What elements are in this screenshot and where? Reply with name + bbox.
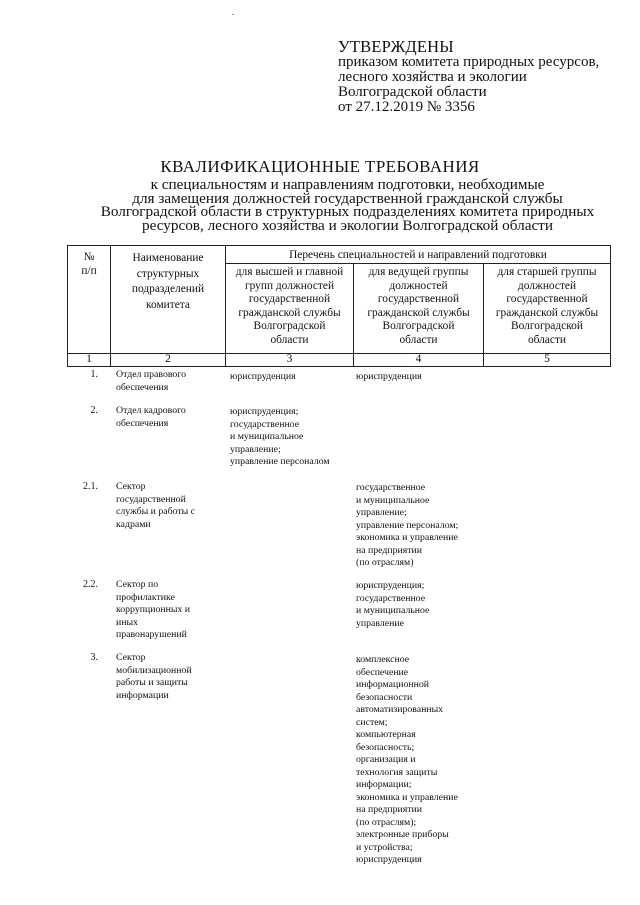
cell-line: технология защиты: [356, 766, 438, 778]
header-text: комитета: [146, 298, 190, 311]
header-text: государственной: [248, 293, 331, 305]
header-text: Волгоградской: [511, 320, 583, 332]
cell-line: на предприятии: [356, 804, 423, 815]
document-title: КВАЛИФИКАЦИОННЫЕ ТРЕБОВАНИЯ: [160, 157, 480, 176]
header-text: Волгоградской: [382, 320, 455, 332]
cell-line: и муниципальное: [356, 494, 430, 506]
cell-line: компьютерная: [356, 729, 416, 740]
row-name: [116, 579, 224, 642]
header-col5: [484, 266, 610, 347]
approval-line: Волгоградской области: [338, 84, 487, 100]
cell-line: государственное: [230, 418, 300, 430]
cell-line: безопасности: [356, 691, 413, 703]
cell-line: Сектор: [116, 652, 146, 663]
cell-line: и муниципальное: [356, 605, 430, 616]
approval-line: от 27.12.2019 № 3356: [338, 99, 475, 115]
cell-line: электронные приборы: [356, 829, 449, 840]
cell-line: Отдел кадрового: [116, 405, 186, 416]
cell-line: коррупционных и: [116, 604, 191, 615]
header-col4: [354, 266, 483, 347]
column-number: 5: [544, 353, 550, 365]
header-text: групп должностей: [244, 279, 335, 292]
cell-line: управление персоналом;: [356, 519, 459, 531]
cell-line: (по отраслям);: [356, 816, 417, 828]
cell-line: мобилизационной: [116, 664, 192, 676]
column-number: 1: [86, 353, 92, 365]
cell-line: юриспруденция;: [356, 580, 425, 591]
table-top-border: [67, 245, 610, 246]
table-right-border: [610, 245, 611, 367]
cell-line: безопасность;: [356, 741, 415, 753]
row-name: [116, 405, 224, 430]
header-text: для ведущей группы: [368, 266, 469, 278]
cell-line: государственное: [356, 482, 426, 493]
row-name: [116, 652, 224, 702]
cell-line: обеспечения: [116, 381, 169, 393]
cell-line: Сектор: [116, 481, 146, 492]
cell-line: юриспруденция: [356, 854, 422, 865]
cell-line: управление;: [356, 507, 407, 518]
subtitle-line: для замещения должностей государственной гражданской службы: [132, 189, 563, 207]
column-number: 3: [286, 353, 293, 365]
row-col4: [356, 371, 482, 384]
row-name: [116, 481, 224, 531]
row-name: [116, 369, 224, 394]
header-text: структурных: [136, 267, 200, 280]
cell-line: профилактике: [116, 591, 175, 603]
row-col3: [230, 406, 352, 469]
header-text: подразделений: [131, 283, 205, 295]
cell-line: юриспруденция: [356, 371, 422, 382]
row-number: 3.: [90, 652, 98, 663]
header-text: государственной: [506, 293, 588, 305]
cell-line: управление: [356, 617, 404, 629]
row-number: 2.2.: [83, 579, 98, 590]
cell-line: автоматизированных: [356, 704, 444, 715]
cell-line: экономика и управление: [356, 791, 458, 803]
header-col3: [226, 266, 353, 347]
column-number: 4: [415, 353, 422, 365]
cell-line: обеспечение: [356, 666, 409, 678]
row-col4: [356, 482, 482, 570]
cell-line: Сектор по: [116, 579, 159, 590]
cell-line: государственное: [356, 592, 426, 604]
cell-line: комплексное: [356, 654, 410, 665]
cell-line: и муниципальное: [230, 431, 304, 442]
header-text: Волгоградской: [253, 320, 326, 332]
cell-line: обеспечения: [116, 417, 169, 429]
cell-line: Отдел правового: [116, 369, 186, 380]
cell-line: государственной: [116, 493, 186, 505]
header-text: №: [83, 251, 95, 263]
document-subtitle: [80, 178, 615, 232]
subtitle-line: ресурсов, лесного хозяйства и экологии Волгоградской области: [142, 216, 553, 234]
header-number: [68, 251, 110, 278]
cell-line: правонарушений: [116, 629, 187, 640]
header-text: должностей: [389, 279, 448, 292]
cell-line: юриспруденция;: [230, 406, 299, 417]
header-text: должностей: [517, 279, 577, 292]
row-number: 2.: [90, 405, 98, 416]
cell-line: информации: [116, 689, 169, 701]
cell-line: службы и работы с: [116, 506, 196, 517]
row-number: 1.: [90, 369, 98, 380]
cell-line: управление;: [230, 443, 281, 455]
column-number: 2: [165, 353, 171, 365]
cell-line: организация и: [356, 754, 416, 765]
header-text: для старшей группы: [497, 266, 597, 278]
header-text: гражданской службы: [238, 306, 341, 319]
approval-heading: УТВЕРЖДЕНЫ: [338, 37, 454, 56]
header-text: области: [527, 333, 567, 346]
cell-line: информации;: [356, 779, 412, 790]
header-text: Наименование: [132, 252, 204, 264]
cell-line: систем;: [356, 716, 388, 728]
cell-line: информационной: [356, 679, 429, 690]
header-text: п/п: [81, 264, 97, 277]
cell-line: работы и защиты: [116, 677, 188, 688]
row-col3: [230, 371, 352, 384]
cell-line: экономика и управление: [356, 532, 458, 543]
header-text: области: [270, 333, 309, 346]
header-subdivider: [225, 263, 610, 264]
approval-line: лесного хозяйства и экологии: [338, 69, 527, 85]
colnum-bottom-border: [67, 366, 610, 367]
cell-line: кадрами: [116, 518, 151, 530]
header-text: гражданской службы: [367, 306, 470, 319]
row-col4: [356, 654, 482, 867]
cell-line: и устройства;: [356, 841, 413, 853]
header-text: государственной: [377, 293, 460, 305]
cell-line: (по отраслям): [356, 557, 414, 568]
subtitle-line: Волгоградской области в структурных подразделениях комитета природных: [100, 203, 595, 220]
cell-line: иных: [116, 616, 138, 628]
header-text: для высшей и главной: [235, 266, 344, 278]
approval-line: приказом комитета природных ресурсов,: [338, 54, 600, 70]
row-col4: [356, 580, 482, 630]
cell-line: на предприятии: [356, 544, 423, 556]
cell-line: управление персоналом: [230, 456, 330, 467]
cell-line: юриспруденция: [230, 371, 296, 382]
scan-speck: [232, 14, 234, 15]
row-number: 2.1.: [83, 481, 98, 492]
approval-block: [338, 38, 628, 115]
header-text: гражданской службы: [495, 306, 599, 319]
header-text: области: [399, 333, 438, 346]
header-name: [111, 251, 225, 313]
header-list-title: Перечень специальностей и направлений подготовки: [289, 249, 547, 261]
subtitle-line: к специальностям и направлениям подготовки, необходимые: [150, 176, 545, 193]
